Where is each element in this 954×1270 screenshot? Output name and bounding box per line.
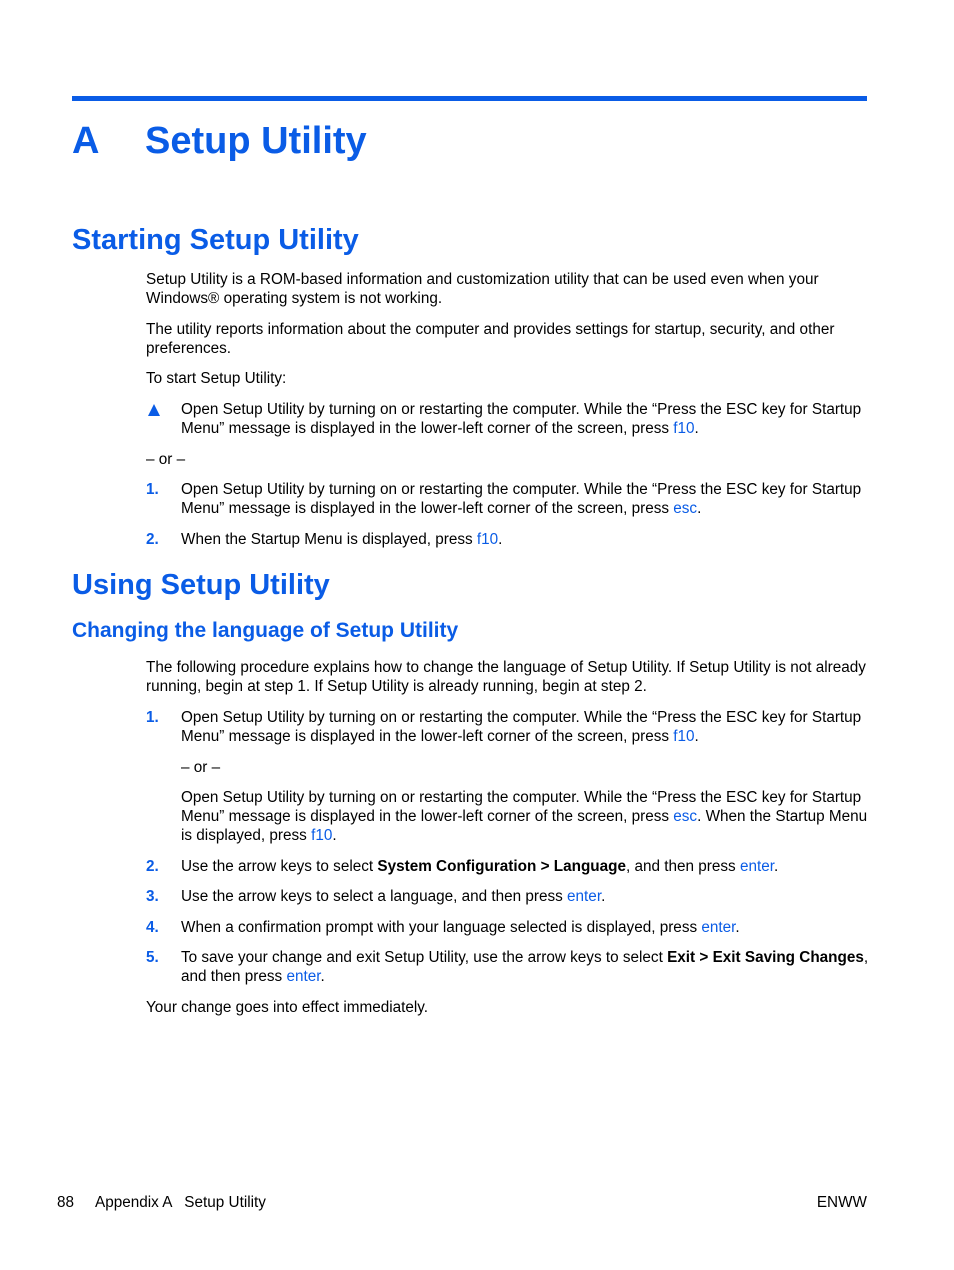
step-number: 3. [146,888,159,905]
menu-path: System Configuration > Language [377,858,626,875]
or-separator: – or – [181,759,221,776]
step-text: When the Startup Menu is displayed, press f10. [181,531,503,548]
key-enter: enter [567,888,602,905]
chapter-letter: A [72,120,100,162]
key-f10: f10 [673,728,695,745]
step-number: 1. [146,709,159,726]
chapter-title [72,120,367,163]
starting-paragraph-1: Setup Utility is a ROM-based information and customization utility that can be used even when your Windows® operating system is not working. [146,271,819,307]
key-esc: esc [673,500,698,517]
key-enter: enter [286,968,321,985]
starting-step-2 [146,530,870,549]
step-text: When a confirmation prompt with your language selected is displayed, press enter. [181,919,740,936]
footer-section-label: Appendix A Setup Utility [95,1194,266,1211]
language-outro: Your change goes into effect immediately. [146,999,429,1016]
step-text: Use the arrow keys to select System Configuration > Language, and then press enter. [181,858,779,875]
key-enter: enter [739,858,774,875]
step-number: 2. [146,531,159,548]
key-f10: f10 [311,827,333,844]
starting-paragraph-2: The utility reports information about the computer and provides settings for startup, security, and other preferences. [146,321,835,357]
or-separator: – or – [146,451,186,468]
language-step-1-alternative: Open Setup Utility by turning on or restarting the computer. While the “Press the ESC key for Startup Menu” message is displayed in the lower-left corner of the screen, press esc. When the Startup Menu is displayed, press f10. [181,789,868,844]
triangle-bullet-icon [148,404,160,416]
step-text: To save your change and exit Setup Utility, use the arrow keys to select Exit > Exit Saving Changes, and then press enter. [181,949,869,985]
language-intro: The following procedure explains how to change the language of Setup Utility. If Setup Utility is not already running, begin at step 1. If Setup Utility is already running, begin at step 2. [146,659,866,695]
step-number: 1. [146,481,159,498]
key-f10: f10 [476,531,499,548]
section-starting-heading: Starting Setup Utility [72,224,359,256]
starting-paragraph-3: To start Setup Utility: [146,370,287,387]
chapter-rule [72,96,867,101]
starting-bullet [146,400,870,438]
step-text: Open Setup Utility by turning on or restarting the computer. While the “Press the ESC key for Startup Menu” message is displayed in the lower-left corner of the screen, press esc. [181,481,862,517]
step-number: 5. [146,949,159,966]
language-step-3 [146,887,870,906]
menu-path: Exit > Exit Saving Changes [667,949,864,966]
step-text: Open Setup Utility by turning on or restarting the computer. While the “Press the ESC key for Startup Menu” message is displayed in the lower-left corner of the screen, press f10. [181,709,862,745]
subsection-language-heading: Changing the language of Setup Utility [72,619,459,642]
language-step-5 [146,948,870,986]
chapter-title-text: Setup Utility [145,120,367,162]
key-f10: f10 [673,420,695,437]
step-number: 4. [146,919,159,936]
starting-step-1 [146,480,870,518]
footer-page-number: 88 [57,1194,75,1211]
section-using-heading: Using Setup Utility [72,569,330,601]
footer-enww: ENWW [816,1194,867,1211]
language-step-4 [146,918,870,937]
key-enter: enter [701,919,736,936]
language-step-2 [146,857,870,876]
language-step-1 [146,708,870,746]
key-esc: esc [673,808,698,825]
step-number: 2. [146,858,159,875]
step-text: Use the arrow keys to select a language, and then press enter. [181,888,606,905]
bullet-text: Open Setup Utility by turning on or restarting the computer. While the “Press the ESC key for Startup Menu” message is displayed in the lower-left corner of the screen, press f10. [181,401,862,437]
